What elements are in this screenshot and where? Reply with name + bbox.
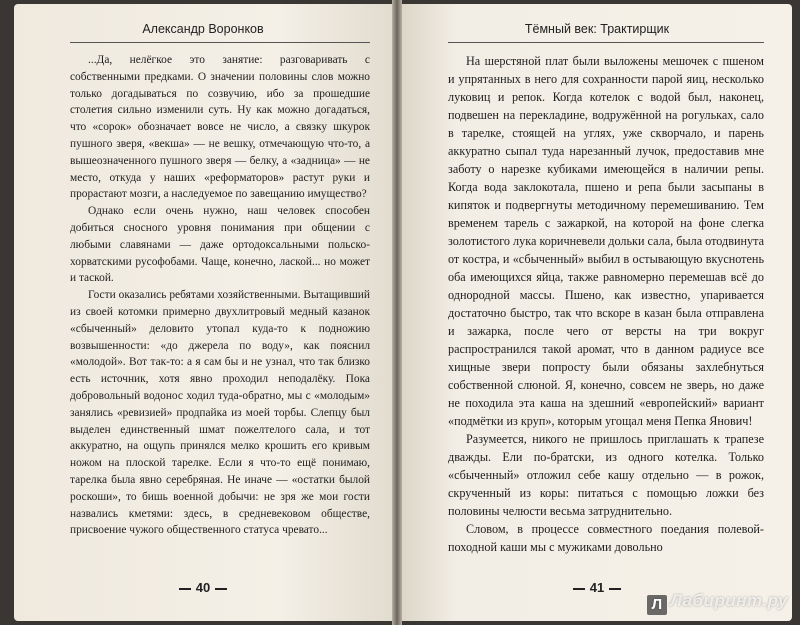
left-paragraph-3: Гости оказались ребятами хозяйственными. Вытащивший из своей котомки примерно двухлитровый медный казанок «сбыченный» деловито утопал куда-то к подножию возвышенности: «до джерела по воду», как пояснил «молодой». Вот так-то: а я сам бы и не узнал, что так близко есть источник, хотя явно проходил неподалёку. Пока добровольный водонос ходил туда-обратно, мы с «молодым» занялись «ревизией» продпайка из моей торбы. Слепцу был выделен единственный шмат пожелтелого сала, и тот аккуратно, на ощупь принялся мелко крошить его кривым ножом на плоской тарелке. Если я что-то ещё понимаю, тарелка была явно серебряная. Не иначе — «остатки былой роскоши», то бишь военной добычи: не зря же мои гости назвались кметями: здесь, в средневековом обществе, присвоение чужого общественного статуса чревато...: [70, 289, 370, 537]
watermark: [647, 591, 788, 615]
book-gutter: [392, 0, 402, 625]
left-page-number-value: 40: [195, 580, 211, 595]
left-running-head: Александр Воронков: [142, 22, 264, 36]
right-header-rule: [448, 42, 764, 43]
page-number-dash: [215, 588, 227, 590]
right-running-head: Тёмный век: Трактирщик: [524, 22, 670, 36]
left-page-number: [14, 580, 392, 595]
page-number-dash: [573, 588, 585, 590]
right-paragraph-1: На шерстяной плат были выложены мешочек с пшеном и упрятанных в него для сохранности парой яиц, несколько луковиц и репок. Когда котелок с водой был, наконец, подвешен на перекладине, водружённой на рогульках, сало в тарелке, стоящей на углях, уже скворчало, и парень аккуратно сыпал туда нарезанный лучок, предоставив мне заботу о нарезке кубиками имеющейся в наличии репы. Когда вода заклокотала, пшено и репа были засыпаны в кипяток и подвергнуты методичному перемешиванию. Тем временем тарель с зажаркой, на которой на фоне слегка золотистого лука коричневели дольки сала, была отодвинута от костра, и «сбыченный» выбил в остывающую вкуснотень оба имеющихся яйца, также равномерно перемешав всё до однородной массы. Пшено, как известно, упаривается достаточно быстро, так что вскоре в казан была отправлена и зажарка, после чего от версты на три вокруг распространился такой аромат, что в данном радиусе все хищные звери попросту были обязаны захлебнуться собственной слюной. Я, конечно, совсем не зверь, но даже не походила эта каша на здешний «европейский» вариант «подмётки из круп», которым угощал меня Пепка Янович!: [448, 54, 764, 428]
right-page-number-value: 41: [589, 580, 605, 595]
right-page: [402, 4, 792, 621]
left-header-rule: [70, 42, 370, 43]
right-page-text: [448, 52, 764, 556]
watermark-text: Лабиринт.ру: [670, 591, 788, 610]
left-paragraph-2: Однако если очень нужно, наш человек способен добиться сносного уровня понимания при общении с любыми славянами — даже ортодоксальными польско-хорватскими русофобами. Чаще, конечно, лаской... но может и таской.: [70, 205, 370, 285]
right-paragraph-2: Разумеется, никого не пришлось приглашать к трапезе дважды. Ели по-братски, из одного котелка. Только «сбыченный» отложил себе кашу отдельно — в рожок, скрученный из коры: питаться с помощью ложки без половины челюсти весьма затруднительно.: [448, 432, 764, 518]
page-number-dash: [179, 588, 191, 590]
left-page: [14, 4, 392, 621]
right-paragraph-3: Словом, в процессе совместного поедания полевой-походной каши мы с мужиками довольно: [448, 522, 764, 554]
left-page-text: [70, 52, 370, 539]
watermark-logo-icon: Л: [647, 595, 667, 615]
left-paragraph-1: ...Да, нелёгкое это занятие: разговаривать с собственными предками. О значении половины слов можно только догадываться по созвучию, ибо за прошедшие столетия сильно изменили суть. Ну как можно догадаться, что «сорок» обозначает вовсе не число, а связку шкурок пушного зверя, «векша» — не вешку, отмечающую что-то, а вышеозначенного пушного зверя — белку, а «задница» — не место, откуда у наших «реформаторов» растут руки и прорастают мозги, а наследуемое по завещанию имущество?: [70, 54, 370, 201]
page-number-dash: [609, 588, 621, 590]
